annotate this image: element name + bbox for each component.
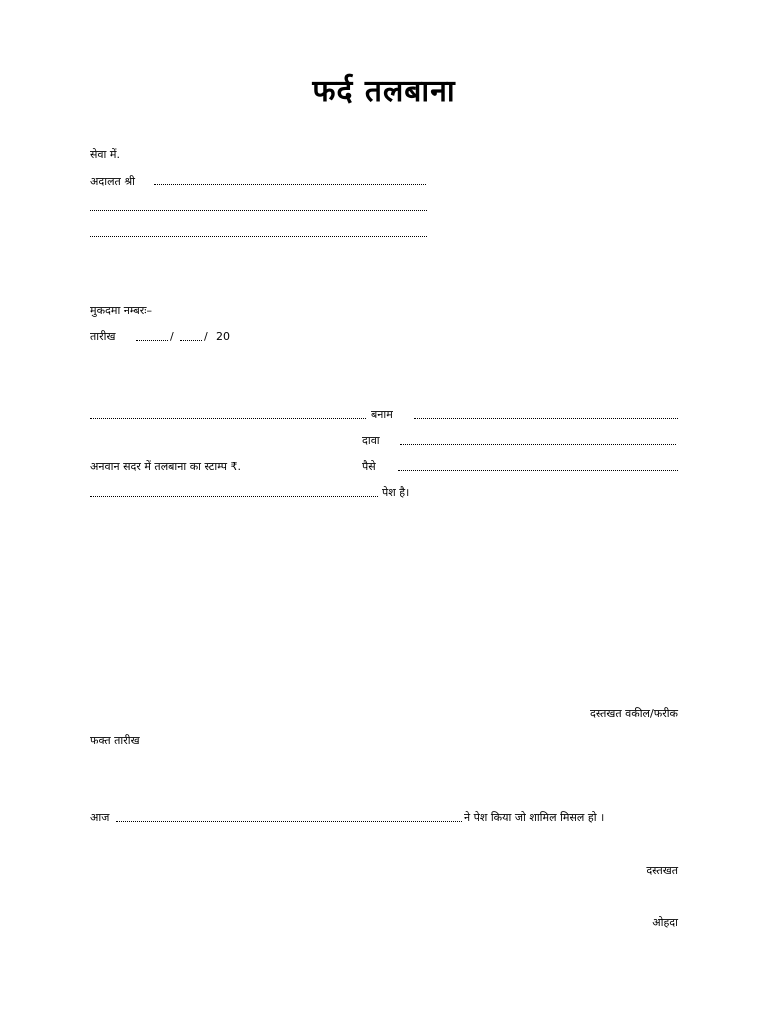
date-only-label: फक्त तारीख	[90, 734, 140, 747]
salutation: सेवा में.	[90, 148, 120, 161]
defendant-blank[interactable]	[414, 418, 678, 419]
court-name-blank[interactable]	[154, 184, 426, 185]
case-number-label: मुकदमा नम्बरः–	[90, 304, 152, 317]
today-label: आज	[90, 811, 110, 824]
year-prefix: 20	[216, 330, 230, 343]
presented-label: पेश है।	[382, 486, 410, 499]
stamp-text: अनवान सदर में तलबाना का स्टाम्प ₹.	[90, 460, 241, 473]
date-separator: /	[170, 330, 174, 343]
date-separator: /	[204, 330, 208, 343]
submitter-blank[interactable]	[116, 821, 462, 822]
advocate-signature-label: दस्तखत वकील/फरीक	[589, 707, 678, 720]
claim-label: दावा	[362, 434, 380, 447]
submitted-text: ने पेश किया जो शामिल मिसल हो ।	[464, 811, 605, 824]
paise-blank[interactable]	[398, 470, 678, 471]
date-month-blank[interactable]	[180, 340, 202, 341]
paise-label: पैसे	[362, 460, 376, 473]
address-line-blank-1[interactable]	[90, 210, 427, 211]
claim-blank[interactable]	[400, 444, 676, 445]
presented-blank[interactable]	[90, 496, 378, 497]
sign-label: दस्तखत	[646, 864, 678, 877]
court-label: अदालत श्री	[90, 175, 135, 188]
plaintiff-blank[interactable]	[90, 418, 366, 419]
address-line-blank-2[interactable]	[90, 236, 427, 237]
designation-label: ओहदा	[652, 916, 678, 929]
document-title: फर्द तलबाना	[312, 74, 456, 109]
date-day-blank[interactable]	[136, 340, 168, 341]
versus-label: बनाम	[371, 408, 393, 421]
date-label: तारीख	[90, 330, 116, 343]
